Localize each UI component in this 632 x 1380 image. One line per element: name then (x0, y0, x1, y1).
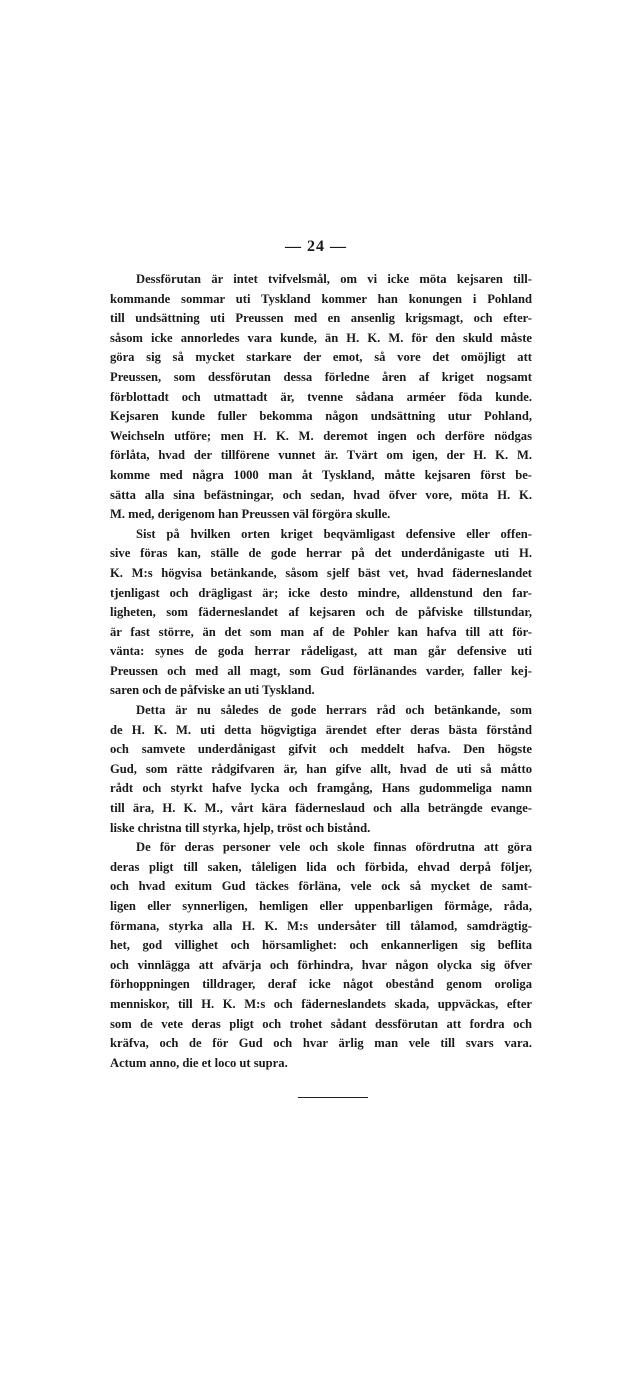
text-line: vänta: synes de goda herrar rådeligast, att man går defensive uti (110, 644, 532, 659)
text-line: liske christna till styrka, hjelp, tröst och bistånd. (110, 820, 371, 835)
paragraph-4 (110, 838, 532, 1073)
text-line: Kejsaren kunde fuller bekomma någon undsättning utur Pohland, (110, 409, 532, 424)
text-line: M. med, derigenom han Preussen väl förgöra skulle. (110, 507, 391, 522)
text-line: K. M:s högvisa betänkande, såsom sjelf bäst vet, hvad fäderneslandet (110, 565, 532, 580)
text-line: Preussen, som dessförutan dessa förledne åren af kriget nogsamt (110, 369, 532, 384)
text-line: kräfva, och de för Gud och hvar ärlig man vele till svars vara. (110, 1036, 532, 1051)
text-line: het, god villighet och hörsamlighet: och enkannerligen sig beflita (110, 938, 532, 953)
text-line: till ära, H. K. M., vårt kära fäderneslaud och alla beträngde evange- (110, 801, 532, 816)
text-line: förhoppningen tilldrager, deraf icke något obestånd genom oroliga (110, 977, 532, 992)
text-line: är fast större, än det som man af de Pohler kan hafva till att för- (110, 624, 532, 639)
text-line: göra sig så mycket starkare der emot, så vore det omöjligt att (110, 350, 532, 365)
text-line: komme med några 1000 man åt Tyskland, måtte kejsaren först be- (110, 467, 532, 482)
text-line: tjenligast och drägligast är; icke desto mindre, alldenstund den far- (110, 585, 532, 600)
text-line: förmana, styrka alla H. K. M:s undersåter till tålamod, samdrägtig- (110, 918, 532, 933)
text-line: Detta är nu således de gode herrars råd och betänkande, som (136, 703, 532, 718)
text-line: och vinnlägga att afvärja och förhindra, hvar någon olycka sig öfver (110, 957, 532, 972)
text-line: som de vete deras pligt och trohet sådant dessförutan att fordra och (110, 1016, 532, 1031)
text-line: och hvad exitum Gud täckes förläna, vele ock så mycket de samt- (110, 879, 532, 894)
text-line: Gud, som rätte rådgifvaren är, han gifve allt, hvad de uti så måtto (110, 761, 532, 776)
text-line: såsom icke annorledes vara kunde, än H. K. M. för den skuld måste (110, 330, 532, 345)
text-line: förblottadt och utmattadt är, tvenne sådana arméer föda kunde. (110, 389, 532, 404)
text-line: Actum anno, die et loco ut supra. (110, 1055, 288, 1070)
text-line: saren och de påfviske an uti Tyskland. (110, 683, 315, 698)
text-line: Dessförutan är intet tvifvelsmål, om vi icke möta kejsaren till- (136, 272, 532, 286)
text-line: Weichseln utföre; men H. K. M. deremot ingen och derföre nödgas (110, 428, 532, 443)
text-line: sive föras kan, ställe de gode herrar på det underdånigaste uti H. (110, 546, 532, 561)
text-line: förlåta, hvad der tillförene vunnet är. Tvärt om igen, der H. K. M. (110, 448, 532, 463)
text-line: Preussen och med all magt, som Gud förlänandes varder, faller kej- (110, 663, 532, 678)
page-number: — 24 — (285, 238, 347, 255)
text-line: ligen eller synnerligen, hemligen eller uppenbarligen förmåge, råda, (110, 899, 532, 913)
text-line: menniskor, till H. K. M:s och fäderneslandets skada, uppväckas, efter (110, 996, 532, 1011)
paragraph-3 (110, 701, 532, 838)
body-text (110, 270, 532, 1073)
text-line: deras pligt till saken, tåleligen lida och förbida, ehvad derpå följer, (110, 859, 532, 874)
paragraph-2 (110, 525, 532, 701)
text-line: till undsättning uti Preussen med en ansenlig krigsmagt, och efter- (110, 311, 532, 326)
text-line: rådt och styrkt hafve lycka och framgång, Hans gudommeliga namn (110, 781, 532, 796)
paragraph-1 (110, 270, 532, 525)
text-line: och samvete underdånigast gifvit och meddelt hafva. Den högste (110, 742, 532, 757)
text-line: De för deras personer vele och skole finnas ofördrutna att göra (136, 840, 532, 855)
text-line: ligheten, som fäderneslandet af kejsaren och de påfviske tillstundar, (110, 605, 532, 620)
closing-rule (298, 1097, 368, 1098)
text-line: Sist på hvilken orten kriget beqvämligast defensive eller offen- (136, 526, 532, 541)
text-line: kommande sommar uti Tyskland kommer han konungen i Pohland (110, 291, 532, 306)
text-line: sätta alla sina befästningar, och sedan, hvad öfver vore, möta H. K. (110, 487, 532, 502)
text-line: de H. K. M. uti detta högvigtiga ärendet efter deras bästa förstånd (110, 722, 532, 737)
